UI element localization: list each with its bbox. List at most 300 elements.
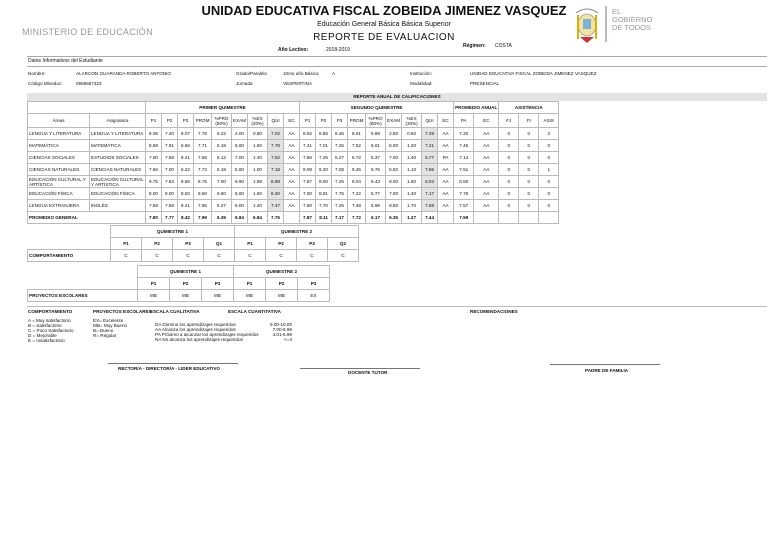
projects-table-wrap: [27, 265, 330, 302]
grade-cell: 7.14: [454, 152, 474, 164]
grade-cell: 8.41: [178, 200, 194, 212]
column-header: P3: [178, 114, 194, 128]
institution-value: UNIDAD EDUCATIVA FISCAL ZOBEIDA JIMENEZ VASQUEZ: [470, 71, 597, 76]
grade-cell: 0: [519, 188, 539, 200]
column-header: EXAM: [232, 114, 248, 128]
grade-cell: AA: [438, 200, 454, 212]
general-average-cell: 6.35: [386, 212, 402, 224]
behavior-col-header: P1: [235, 238, 266, 250]
behavior-q1-header: QUIMESTRE 1: [111, 226, 235, 238]
column-header: ASIS: [539, 114, 559, 128]
grade-cell: AA: [438, 188, 454, 200]
grade-cell: 7.78: [194, 128, 212, 140]
grade-label: Grado/Paralelo: [236, 71, 267, 76]
grade-cell: 0: [519, 140, 539, 152]
grade-cell: 6.43: [366, 176, 386, 188]
grade-cell: 0: [499, 128, 519, 140]
grade-cell: AA: [438, 140, 454, 152]
general-average-cell: 8.11: [316, 212, 332, 224]
general-average-cell: 7.44: [422, 212, 438, 224]
grade-cell: 7.73: [194, 164, 212, 176]
column-header: P3: [332, 114, 348, 128]
subject-name: MATEMÁTICA: [90, 140, 146, 152]
grade-cell: 0: [539, 188, 559, 200]
general-average-cell: 7.59: [454, 212, 474, 224]
grade-cell: 0: [539, 176, 559, 188]
shift-label: Jornada: [236, 81, 253, 86]
grade-cell: 7.58: [162, 200, 178, 212]
column-header: EC: [284, 114, 300, 128]
legend-qual-title: ESCALA CUALITATIVA: [150, 309, 200, 314]
behavior-value: C: [204, 250, 235, 262]
behavior-col-header: P1: [111, 238, 142, 250]
grade-cell: 7.85: [194, 200, 212, 212]
grade-cell: AA: [474, 128, 499, 140]
grade-cell: 5.00: [232, 164, 248, 176]
grade-cell: 7.17: [422, 188, 438, 200]
grade-row: [28, 188, 559, 200]
legend-item: A = Muy satisfactorio: [28, 318, 71, 323]
grade-cell: 8.45: [348, 164, 366, 176]
grade-cell: 7.25: [332, 140, 348, 152]
behavior-value: C: [111, 250, 142, 262]
legend-item: NA No alcanza los aprendizajes requeridos: [155, 337, 243, 342]
grade-cell: 1.00: [248, 164, 268, 176]
grade-cell: 5.27: [332, 152, 348, 164]
grade-cell: 7.00: [146, 152, 162, 164]
director-signature: RECTOR/A - DIRECTOR/A - LIDER EDUCATIVO: [118, 366, 220, 371]
grade-cell: 8.04: [348, 176, 366, 188]
grade-cell: 7.70: [316, 200, 332, 212]
grades-table-wrap: [27, 101, 559, 224]
legend-quant-title: ESCALA CUANTITATIVA: [228, 309, 281, 314]
grades-table: [27, 101, 559, 224]
grade-cell: 9.00: [316, 176, 332, 188]
grade-cell: AA: [284, 200, 300, 212]
grade-cell: 8.50: [386, 200, 402, 212]
behavior-value: C: [266, 250, 297, 262]
grade-cell: 0: [499, 200, 519, 212]
grade-cell: [499, 212, 519, 224]
grade-cell: 1.20: [402, 140, 422, 152]
grade-cell: 0: [499, 164, 519, 176]
grade-cell: 1.98: [248, 176, 268, 188]
code-label: Código Mineduc:: [28, 81, 63, 86]
legend-item: DA Domina los aprendizajes requeridos: [155, 322, 236, 327]
grade-cell: AA: [474, 176, 499, 188]
behavior-label: COMPORTAMIENTO: [28, 250, 111, 262]
grade-cell: 5.50: [386, 164, 402, 176]
grade-cell: [519, 212, 539, 224]
grade-cell: 1.40: [248, 152, 268, 164]
behavior-value: C: [235, 250, 266, 262]
grade-cell: 6.00: [232, 200, 248, 212]
grade-cell: 0: [499, 140, 519, 152]
subject-name: LENGUA Y LITERATURA: [90, 128, 146, 140]
grade-cell: AA: [284, 164, 300, 176]
grade-cell: 7.68: [422, 200, 438, 212]
year-value: 2018-2019: [326, 47, 350, 53]
grade-cell: AA: [284, 176, 300, 188]
legend-behavior-list: [28, 318, 74, 343]
grade-cell: 7.00: [386, 152, 402, 164]
mode-value: PRESENCIAL: [470, 81, 500, 86]
grade-cell: 6.18: [212, 140, 232, 152]
grades-title: REPORTE ANUAL DE CALIFICACIONES: [27, 93, 767, 101]
grade-cell: [539, 212, 559, 224]
grade-cell: 8.50: [194, 188, 212, 200]
grade-cell: 9.90: [232, 176, 248, 188]
education-level: Educación General Básica Básica Superior: [317, 21, 451, 28]
legend-item: C = Poco Satisfactorio: [28, 328, 74, 333]
column-header: PROM: [348, 114, 366, 128]
grade-cell: AA: [284, 128, 300, 140]
subject-name: INGLÉS: [90, 200, 146, 212]
grade-cell: 7.91: [162, 140, 178, 152]
grade-cell: 7.21: [422, 140, 438, 152]
legend-quant-list: [262, 322, 292, 342]
subject-name: EDUCACIÓN CULTURAL Y ARTÍSTICA: [91, 176, 144, 187]
grade-cell: AA: [284, 188, 300, 200]
column-header: Áreas: [28, 114, 90, 128]
behavior-table: [27, 225, 359, 262]
grade-cell: 8.75: [194, 176, 212, 188]
regime-value: COSTA: [495, 43, 512, 49]
grade-cell: 6.12: [212, 152, 232, 164]
behavior-col-header: Q2: [328, 238, 359, 250]
column-header: P2: [162, 114, 178, 128]
grade-cell: 6.18: [212, 164, 232, 176]
column-header: EC: [474, 114, 499, 128]
grade-cell: 6.89: [366, 128, 386, 140]
regime-label: Régimen:: [463, 43, 486, 49]
grade-cell: 7.20: [454, 128, 474, 140]
grade-cell: 8.36: [332, 128, 348, 140]
grade-cell: 7.51: [454, 164, 474, 176]
general-average-cell: 6.84: [232, 212, 248, 224]
projects-col-header: P1: [138, 278, 170, 290]
general-average-cell: 8.42: [178, 212, 194, 224]
grade-cell: 6.01: [366, 140, 386, 152]
grade-cell: 8.62: [300, 128, 316, 140]
column-header: QUI: [422, 114, 438, 128]
grade-cell: 6.27: [212, 200, 232, 212]
projects-value: MB: [234, 290, 266, 302]
area-name: CIENCIAS NATURALES: [28, 164, 90, 176]
projects-q2-header: QUIMESTRE 2: [234, 266, 330, 278]
projects-col-header: P1: [234, 278, 266, 290]
grade-cell: 4.00: [232, 128, 248, 140]
grade-cell: 0.80: [248, 128, 268, 140]
behavior-q2-header: QUIMESTRE 2: [235, 226, 359, 238]
grade-cell: 9.75: [146, 176, 162, 188]
projects-value: MB: [170, 290, 202, 302]
grade-cell: 1.40: [402, 152, 422, 164]
grade-cell: 1.60: [248, 140, 268, 152]
grade-cell: AA: [284, 152, 300, 164]
grade-cell: 1.10: [402, 164, 422, 176]
grade-cell: 6.76: [366, 164, 386, 176]
grade-cell: 8.98: [268, 176, 284, 188]
behavior-col-header: P3: [173, 238, 204, 250]
grade-cell: 7.08: [332, 164, 348, 176]
grade-cell: 0: [519, 128, 539, 140]
report-title: REPORTE DE EVALUACION: [313, 32, 455, 43]
parent-signature: PADRE DE FAMILIA: [585, 368, 629, 373]
projects-col-header: P3: [202, 278, 234, 290]
grade-cell: AA: [474, 140, 499, 152]
grade-cell: 8.41: [178, 152, 194, 164]
grade-cell: 7.78: [268, 140, 284, 152]
grade-cell: 0: [539, 140, 559, 152]
ministry-logo: MINISTERIO DE EDUCACIÓN: [22, 27, 153, 37]
logo-divider: [605, 6, 607, 42]
grade-cell: AA: [438, 128, 454, 140]
grade-row: [28, 152, 559, 164]
grade-cell: 6.22: [212, 128, 232, 140]
school-title: UNIDAD EDUCATIVA FISCAL ZOBEIDA JIMENEZ VASQUEZ: [201, 3, 567, 18]
grade-cell: 1.60: [248, 188, 268, 200]
general-average-cell: 6.84: [248, 212, 268, 224]
column-header: FJ: [499, 114, 519, 128]
grade-cell: 7.39: [422, 128, 438, 140]
grade-cell: 7.50: [300, 200, 316, 212]
projects-col-header: P2: [170, 278, 202, 290]
grade-cell: 1.60: [402, 176, 422, 188]
grade-cell: 7.57: [454, 200, 474, 212]
grade-row: [28, 128, 559, 140]
behavior-col-header: Q1: [204, 238, 235, 250]
legend-item: 4.01-6.99: [272, 332, 292, 337]
grade-cell: 7.02: [268, 128, 284, 140]
grade-cell: 8.61: [348, 128, 366, 140]
grade-cell: 8.66: [178, 176, 194, 188]
behavior-value: C: [328, 250, 359, 262]
grade-cell: 8.00: [232, 188, 248, 200]
legend-item: R= Regular: [93, 333, 117, 338]
general-average-cell: 7.17: [332, 212, 348, 224]
behavior-col-header: P3: [297, 238, 328, 250]
column-header: P1: [300, 114, 316, 128]
subject-name: EDUCACIÓN FÍSICA: [90, 188, 146, 200]
grade-cell: 0: [499, 176, 519, 188]
legend-item: 7.00-8.99: [272, 327, 292, 332]
grade-cell: 6.77: [422, 152, 438, 164]
general-average-cell: 7.76: [268, 212, 284, 224]
q2-header: SEGUNDO QUIMESTRE: [300, 102, 454, 114]
info-divider-top: [27, 56, 767, 57]
area-name: EDUCACIÓN FÍSICA: [28, 188, 90, 200]
student-section-title: Datos Informativos del Estudiante: [28, 58, 103, 64]
projects-col-header: P3: [298, 278, 330, 290]
grade-cell: 7.00: [162, 164, 178, 176]
general-average-cell: 7.80: [146, 212, 162, 224]
behavior-col-header: P2: [266, 238, 297, 250]
recommendations-title: RECOMENDACIONES: [470, 309, 518, 314]
mode-label: Modalidad:: [410, 81, 433, 86]
grade-cell: AA: [438, 164, 454, 176]
column-header: %PRO (80%): [366, 114, 386, 128]
grade-cell: 7.52: [348, 140, 366, 152]
grade-cell: 7.66: [300, 152, 316, 164]
grade-cell: AA: [284, 140, 300, 152]
grade-row: [28, 140, 559, 152]
shift-value: VESPERTINA: [283, 81, 313, 86]
grade-cell: 0: [519, 200, 539, 212]
grade-cell: 7.22: [348, 188, 366, 200]
grade-cell: PA: [438, 152, 454, 164]
legend-item: MB= Muy Bueno: [93, 323, 128, 328]
general-average-label: PROMEDIO GENERAL: [28, 212, 146, 224]
info-divider: [27, 66, 767, 67]
grade-cell: 7.00: [300, 188, 316, 200]
general-average-cell: 7.99: [194, 212, 212, 224]
grade-cell: 8.00: [232, 140, 248, 152]
grade-cell: 7.01: [316, 140, 332, 152]
grade-value: 10mo año Básica: [283, 71, 319, 76]
grade-cell: 0: [519, 176, 539, 188]
column-header: FI: [519, 114, 539, 128]
grade-cell: 7.66: [194, 152, 212, 164]
tutor-signature: DOCENTE TUTOR: [348, 370, 388, 375]
government-logo: EL GOBIERNO DE TODOS: [612, 7, 653, 32]
grade-cell: 7.25: [332, 176, 348, 188]
behavior-table-wrap: [27, 225, 359, 262]
grade-row: [28, 200, 559, 212]
year-label: Año Lectivo:: [278, 47, 309, 53]
grade-cell: [284, 212, 300, 224]
legend-item: PA Próximo a alcanzar los aprendizajes requeridos: [155, 332, 259, 337]
grade-cell: 0: [539, 200, 559, 212]
legend-item: E = Insatisfactorio: [28, 338, 65, 343]
column-header: QUI: [268, 114, 284, 128]
grade-cell: 7.18: [268, 164, 284, 176]
grade-cell: [474, 212, 499, 224]
general-average-cell: 6.17: [366, 212, 386, 224]
grade-cell: 8.00: [146, 188, 162, 200]
area-name: CIENCIAS SOCIALES: [28, 152, 90, 164]
grade-cell: 1.40: [402, 188, 422, 200]
grade-cell: 7.20: [162, 128, 178, 140]
grade-cell: 7.86: [422, 164, 438, 176]
ecuador-seal-icon: [572, 5, 602, 45]
legend-item: D = Mejorable: [28, 333, 57, 338]
column-header: %EX (20%): [248, 114, 268, 128]
grade-cell: 6.80: [212, 188, 232, 200]
column-header: %EX (20%): [402, 114, 422, 128]
area-name: MATEMÁTICA: [28, 140, 90, 152]
grade-cell: 6.00: [386, 140, 402, 152]
projects-q1-header: QUIMESTRE 1: [138, 266, 234, 278]
grade-cell: 8.03: [422, 176, 438, 188]
grade-cell: [28, 102, 146, 114]
legend-item: EX= Excelente: [93, 318, 124, 323]
student-name: ALARCON GUARANDA ROBERTO ANTONIO: [76, 71, 171, 76]
projects-table: [27, 265, 330, 302]
attendance-header: ASISTENCIA: [499, 102, 559, 114]
subject-name: CIENCIAS NATURALES: [90, 164, 146, 176]
behavior-col-header: P2: [142, 238, 173, 250]
grade-row: [28, 164, 559, 176]
grade-cell: 8.58: [146, 140, 162, 152]
legend-item: AA Alcanza los aprendizajes requeridos: [155, 327, 236, 332]
behavior-value: C: [297, 250, 328, 262]
grade-cell: 5.77: [366, 188, 386, 200]
name-label: Nombre:: [28, 71, 46, 76]
grade-cell: 9.09: [300, 164, 316, 176]
column-header: EXAM: [386, 114, 402, 128]
grade-cell: 7.00: [212, 176, 232, 188]
behavior-value: C: [173, 250, 204, 262]
institution-label: Institución:: [410, 71, 432, 76]
column-header: P1: [146, 114, 162, 128]
grade-cell: 7.87: [300, 176, 316, 188]
grade-cell: 7.00: [386, 188, 402, 200]
grade-cell: 8.91: [316, 188, 332, 200]
grade-cell: 0: [499, 188, 519, 200]
grade-cell: 9.20: [316, 164, 332, 176]
grade-cell: 1.70: [402, 200, 422, 212]
grade-cell: 7.78: [454, 188, 474, 200]
grade-cell: 7.48: [348, 200, 366, 212]
legend-qual-list: [155, 322, 259, 342]
grade-cell: AA: [438, 176, 454, 188]
grade-cell: AA: [474, 164, 499, 176]
grade-cell: AA: [474, 188, 499, 200]
general-average-cell: 1.27: [402, 212, 422, 224]
projects-value: MB: [266, 290, 298, 302]
area-name: EDUCACIÓN CULTURAL Y ARTÍSTICA: [28, 176, 90, 188]
grade-cell: 7.00: [232, 152, 248, 164]
general-average-cell: 6.39: [212, 212, 232, 224]
column-header: PA: [454, 114, 474, 128]
column-header: %PRO (80%): [212, 114, 232, 128]
legend-projects-title: PROYECTOS ESCOLARES: [93, 309, 152, 314]
grade-cell: [438, 212, 454, 224]
column-header: Asignatura: [90, 114, 146, 128]
column-header: EC: [438, 114, 454, 128]
grade-cell: 9.00: [162, 188, 178, 200]
parallel-value: A: [332, 71, 336, 76]
behavior-value: C: [142, 250, 173, 262]
grade-cell: 7.25: [316, 152, 332, 164]
legend-item: B = Satisfactorio: [28, 323, 62, 328]
grade-cell: 5.98: [366, 200, 386, 212]
grade-cell: 7.41: [300, 140, 316, 152]
projects-col-header: P2: [266, 278, 298, 290]
legend-projects-list: [93, 318, 127, 338]
general-average-cell: 7.77: [162, 212, 178, 224]
projects-value: MB: [202, 290, 234, 302]
grade-cell: 1.20: [248, 200, 268, 212]
grade-cell: 2: [539, 128, 559, 140]
grade-cell: 7.52: [268, 152, 284, 164]
grade-cell: 8.07: [178, 128, 194, 140]
grade-cell: 8.50: [454, 176, 474, 188]
grade-cell: 7.66: [146, 164, 162, 176]
grade-cell: 7.71: [194, 140, 212, 152]
area-name: LENGUA Y LITERATURA: [28, 128, 90, 140]
grade-cell: 0: [539, 152, 559, 164]
grade-cell: AA: [474, 152, 499, 164]
grade-cell: 8.50: [178, 188, 194, 200]
annual-average-header: PROMEDIO ANUAL: [454, 102, 499, 114]
subject-name: ESTUDIOS SOCIALES: [90, 152, 146, 164]
grade-cell: 0: [519, 164, 539, 176]
grade-cell: 2.50: [386, 128, 402, 140]
grade-cell: AA: [474, 200, 499, 212]
grade-cell: 7.58: [162, 152, 178, 164]
